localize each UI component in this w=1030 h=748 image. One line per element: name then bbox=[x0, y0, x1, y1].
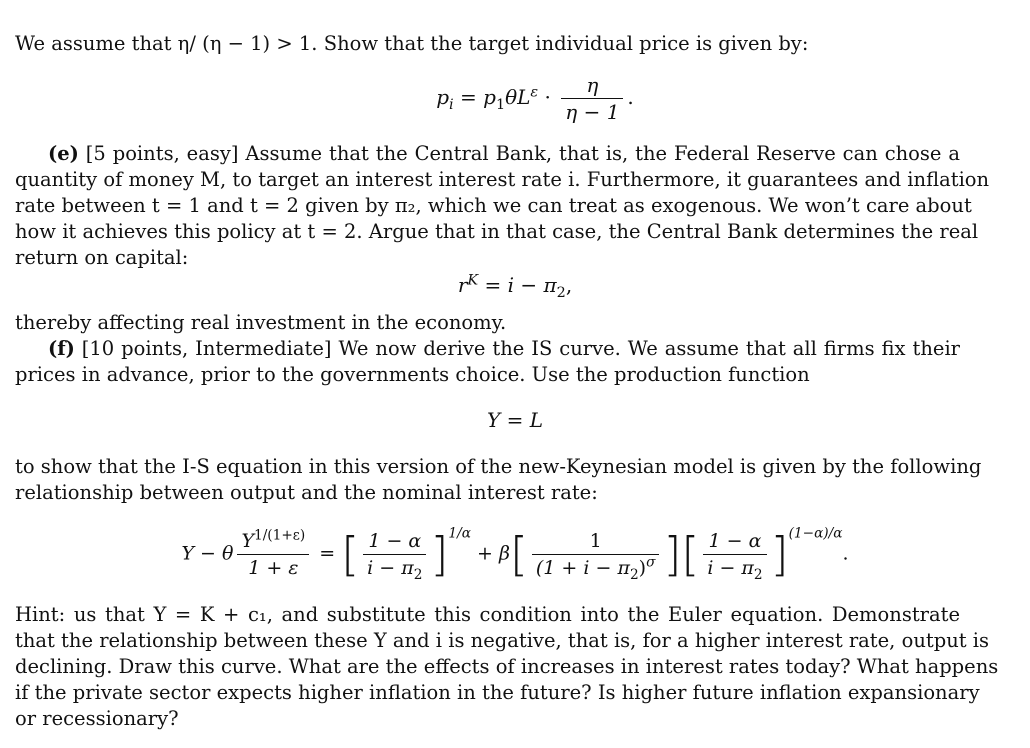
hint-line-4: if the private sector expects higher inflation in the future? Is higher future inflation expansionary bbox=[15, 681, 980, 704]
after-e-line-1: thereby affecting real investment in the economy. bbox=[15, 311, 507, 334]
hint-line-2: that the relationship between these Y and i is negative, that is, for a higher interest rate, output is bbox=[15, 629, 990, 652]
is-fraction-4: $\frac{1 - \alpha}{i - \pi_2}$ bbox=[703, 528, 766, 581]
price-markup-fraction: $\frac{\eta}{\eta - 1}$ bbox=[561, 72, 623, 125]
after-f-line-1: to show that the I-S equation in this version of the new-Keynesian model is given by the following bbox=[15, 455, 982, 478]
hint-line-5: or recessionary? bbox=[15, 707, 179, 730]
part-e-line-3: rate between t = 1 and t = 2 given by π₂, which we can treat as exogenous. We won’t care about bbox=[15, 194, 972, 217]
equation-is-curve: Y − θ $\frac{Y^{1/(1+\varepsilon)}}{1 + \varepsilon}$ = [ $\frac{1 - \alpha}{i - \pi_2}$ ]$^{1/\alpha}$ + β[ $\frac{1}{(1 + i - \pi_2)^\sigma}$ ][ $\frac{1 - \alpha}{i - \pi_2}$ ]$^{(1-\alpha)/\alpha}$. bbox=[181, 525, 849, 583]
part-f-line-1: (f) [10 points, Intermediate] We now derive the IS curve. We assume that all firms fix their bbox=[48, 337, 960, 360]
part-e-line-2: quantity of money M, to target an interest interest rate i. Furthermore, it guarantees and inflation bbox=[15, 168, 990, 191]
intro-line-1: We assume that η/ (η − 1) > 1. Show that the target individual price is given by: bbox=[15, 32, 809, 55]
hint-line-1: Hint: us that Y = K + c₁, and substitute this condition into the Euler equation. Demonstrate bbox=[15, 603, 960, 626]
is-lhs-fraction: $\frac{Y^{1/(1+\varepsilon)}}{1 + \varepsilon}$ bbox=[237, 528, 309, 581]
part-e-label: (e) bbox=[48, 142, 79, 165]
part-f-label: (f) bbox=[48, 337, 75, 360]
equation-production-function: Y = L bbox=[487, 408, 543, 432]
part-e-line-4: how it achieves this policy at t = 2. Argue that in that case, the Central Bank determines the real bbox=[15, 220, 979, 243]
equation-target-price: $p_i = p_1\theta L^\varepsilon$ · $\frac{\eta}{\eta - 1}$ . bbox=[436, 73, 634, 124]
part-e-line-1: (e) [5 points, easy] Assume that the Central Bank, that is, the Federal Reserve can chose a bbox=[48, 142, 961, 165]
part-f-line-2: prices in advance, prior to the governments choice. Use the production function bbox=[15, 363, 810, 386]
is-fraction-3: $\frac{1}{(1 + i - \pi_2)^\sigma}$ bbox=[532, 528, 660, 581]
after-f-line-2: relationship between output and the nominal interest rate: bbox=[15, 481, 598, 504]
equation-real-return: $r^K = i - \pi_2$, bbox=[457, 272, 573, 301]
hint-line-3: declining. Draw this curve. What are the effects of increases in interest rates today? What happens bbox=[15, 655, 999, 678]
part-e-line-5: return on capital: bbox=[15, 246, 189, 269]
is-fraction-2: $\frac{1 - \alpha}{i - \pi_2}$ bbox=[363, 528, 426, 581]
